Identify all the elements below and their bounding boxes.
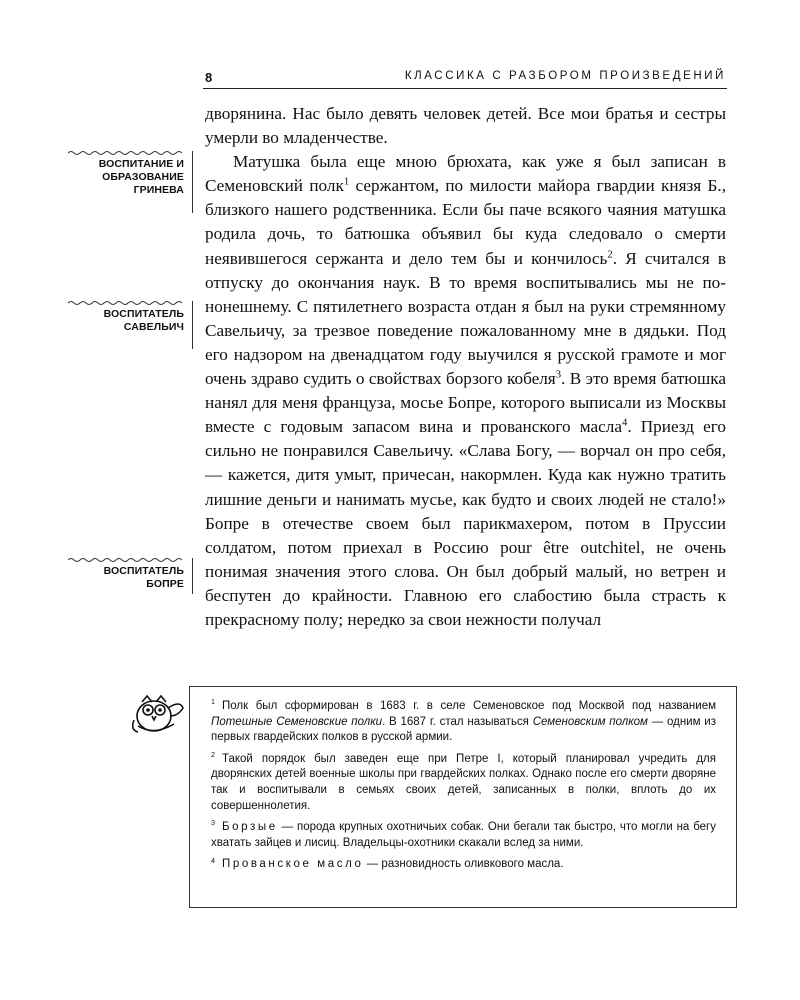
wavy-line-decoration [68,300,182,306]
header-rule [203,88,727,89]
footnote-ref: 3 [555,369,562,381]
page-number: 8 [205,70,213,85]
footnote-text: — разновидность оливкового масла. [363,858,564,871]
margin-note-line: ВОСПИТАТЕЛЬ [103,308,184,320]
footnotes-box [189,686,737,908]
margin-note-line: ВОСПИТАТЕЛЬ [103,565,184,577]
footnote-text: — одним из первых гвардейских полков в русской армии. [211,715,716,744]
footnote-text: Такой порядок был заведен еще при Петре I, который планировал учредить для дворянских детей военные школы при гвардейских полках. Однако после его смерти дворяне так и воспитывали в семьях своих детей, записанных в полки, вплоть до их совершеннолетия. [211,752,716,812]
footnote-ref: 4 [622,417,628,429]
wavy-line-decoration [68,557,182,563]
footnote [211,820,716,851]
margin-note-bar [192,151,193,213]
margin-note-bar [192,301,193,349]
paragraph-text: . Я считался в отпуску до окончания наук. В то время воспитывались мы не по-нонешнему. С пятилетнего возраста отдан я был на руки стремянному Савельичу, за трезвое поведение пожалованному мне в дядьки. Под его надзором на двенадцатом году выучился я русской грамоте и мог очень здраво судить о свойствах борзого кобеля [205,248,726,389]
footnote [211,699,716,746]
margin-note-upbringing [99,158,184,197]
owl-reading-logo [128,686,186,738]
paragraph-text: . В это время батюшка нанял для меня француза, мосье Бопре, которого выписали из Москвы вместе с годовым запасом вина и прованского масла [205,369,726,437]
footnote-number: 4 [211,856,215,865]
footnote-term: Прованское масло [221,858,364,871]
margin-note-savelich [104,308,184,334]
paragraph-text: дворянина. Нас было девять человек детей. Все мои братья и сестры умерли во младенчестве. [205,104,726,148]
paragraph [205,150,726,632]
footnote-italic: Потешные Семеновские полки [211,715,383,728]
margin-note-beaupre [104,565,184,591]
margin-note-line: ГРИНЕВА [133,184,184,196]
footnote-text: Полк был сформирован в 1683 г. в селе Семеновское под Москвой под названием [221,700,716,712]
running-title: КЛАССИКА С РАЗБОРОМ ПРОИЗВЕДЕНИЙ [404,70,726,82]
footnote-italic: Семеновским полком [532,715,648,728]
footnote [211,857,716,873]
paragraph [205,102,726,150]
margin-note-line: БОПРЕ [146,578,184,590]
footnote [211,752,716,814]
margin-note-bar [192,558,193,594]
paragraph-text: Матушка была еще мною брюхата, как уже я был записан в Семеновский полк [205,152,726,196]
footnote-text: . В 1687 г. стал называться [382,715,533,728]
margin-note-line: ВОСПИТАНИЕ И [98,158,184,170]
margin-note-line: САВЕЛЬИЧ [123,321,184,333]
footnote-number: 1 [211,698,215,707]
main-text [205,102,726,632]
footnote-term: Борзые [221,821,278,834]
footnote-text: — порода крупных охотничьих собак. Они бегали так быстро, что могли на бегу хватать зайцев и лисиц. Владельцы-охотники скакали вслед за ними. [211,821,716,849]
paragraph-text: сержантом, по милости майора гвардии князя Б., близкого нашего родственника. Если бы паче всякого чаяния матушка родила дочь, то батюшка объявил бы куда следовало о смерти неявившегося сержанта и дело тем бы и кончилось [205,176,726,268]
margin-note-line: ОБРАЗОВАНИЕ [102,171,184,183]
footnote-ref: 1 [343,176,350,188]
footnote-ref: 2 [607,248,613,260]
footnote-number: 3 [211,819,215,828]
wavy-line-decoration [68,150,182,156]
paragraph-text: . Приезд его сильно не понравился Савельичу. «Слава Богу, — ворчал он про себя, — кажется, дитя умыт, причесан, накормлен. Куда как нужно тратить лишние деньги и нанимать мусье, как будто и своих людей не стало!» Бопре в отечестве своем был парикмахером, потом в Пруссии солдатом, потом приехал в Россию pour être outchitel, не очень понимая значения этого слова. Он был добрый малый, но ветрен и беспутен до крайности. Главною его слабостию была страсть к прекрасному полу; нередко за свои нежности получал [205,417,726,629]
footnote-number: 2 [211,750,215,759]
